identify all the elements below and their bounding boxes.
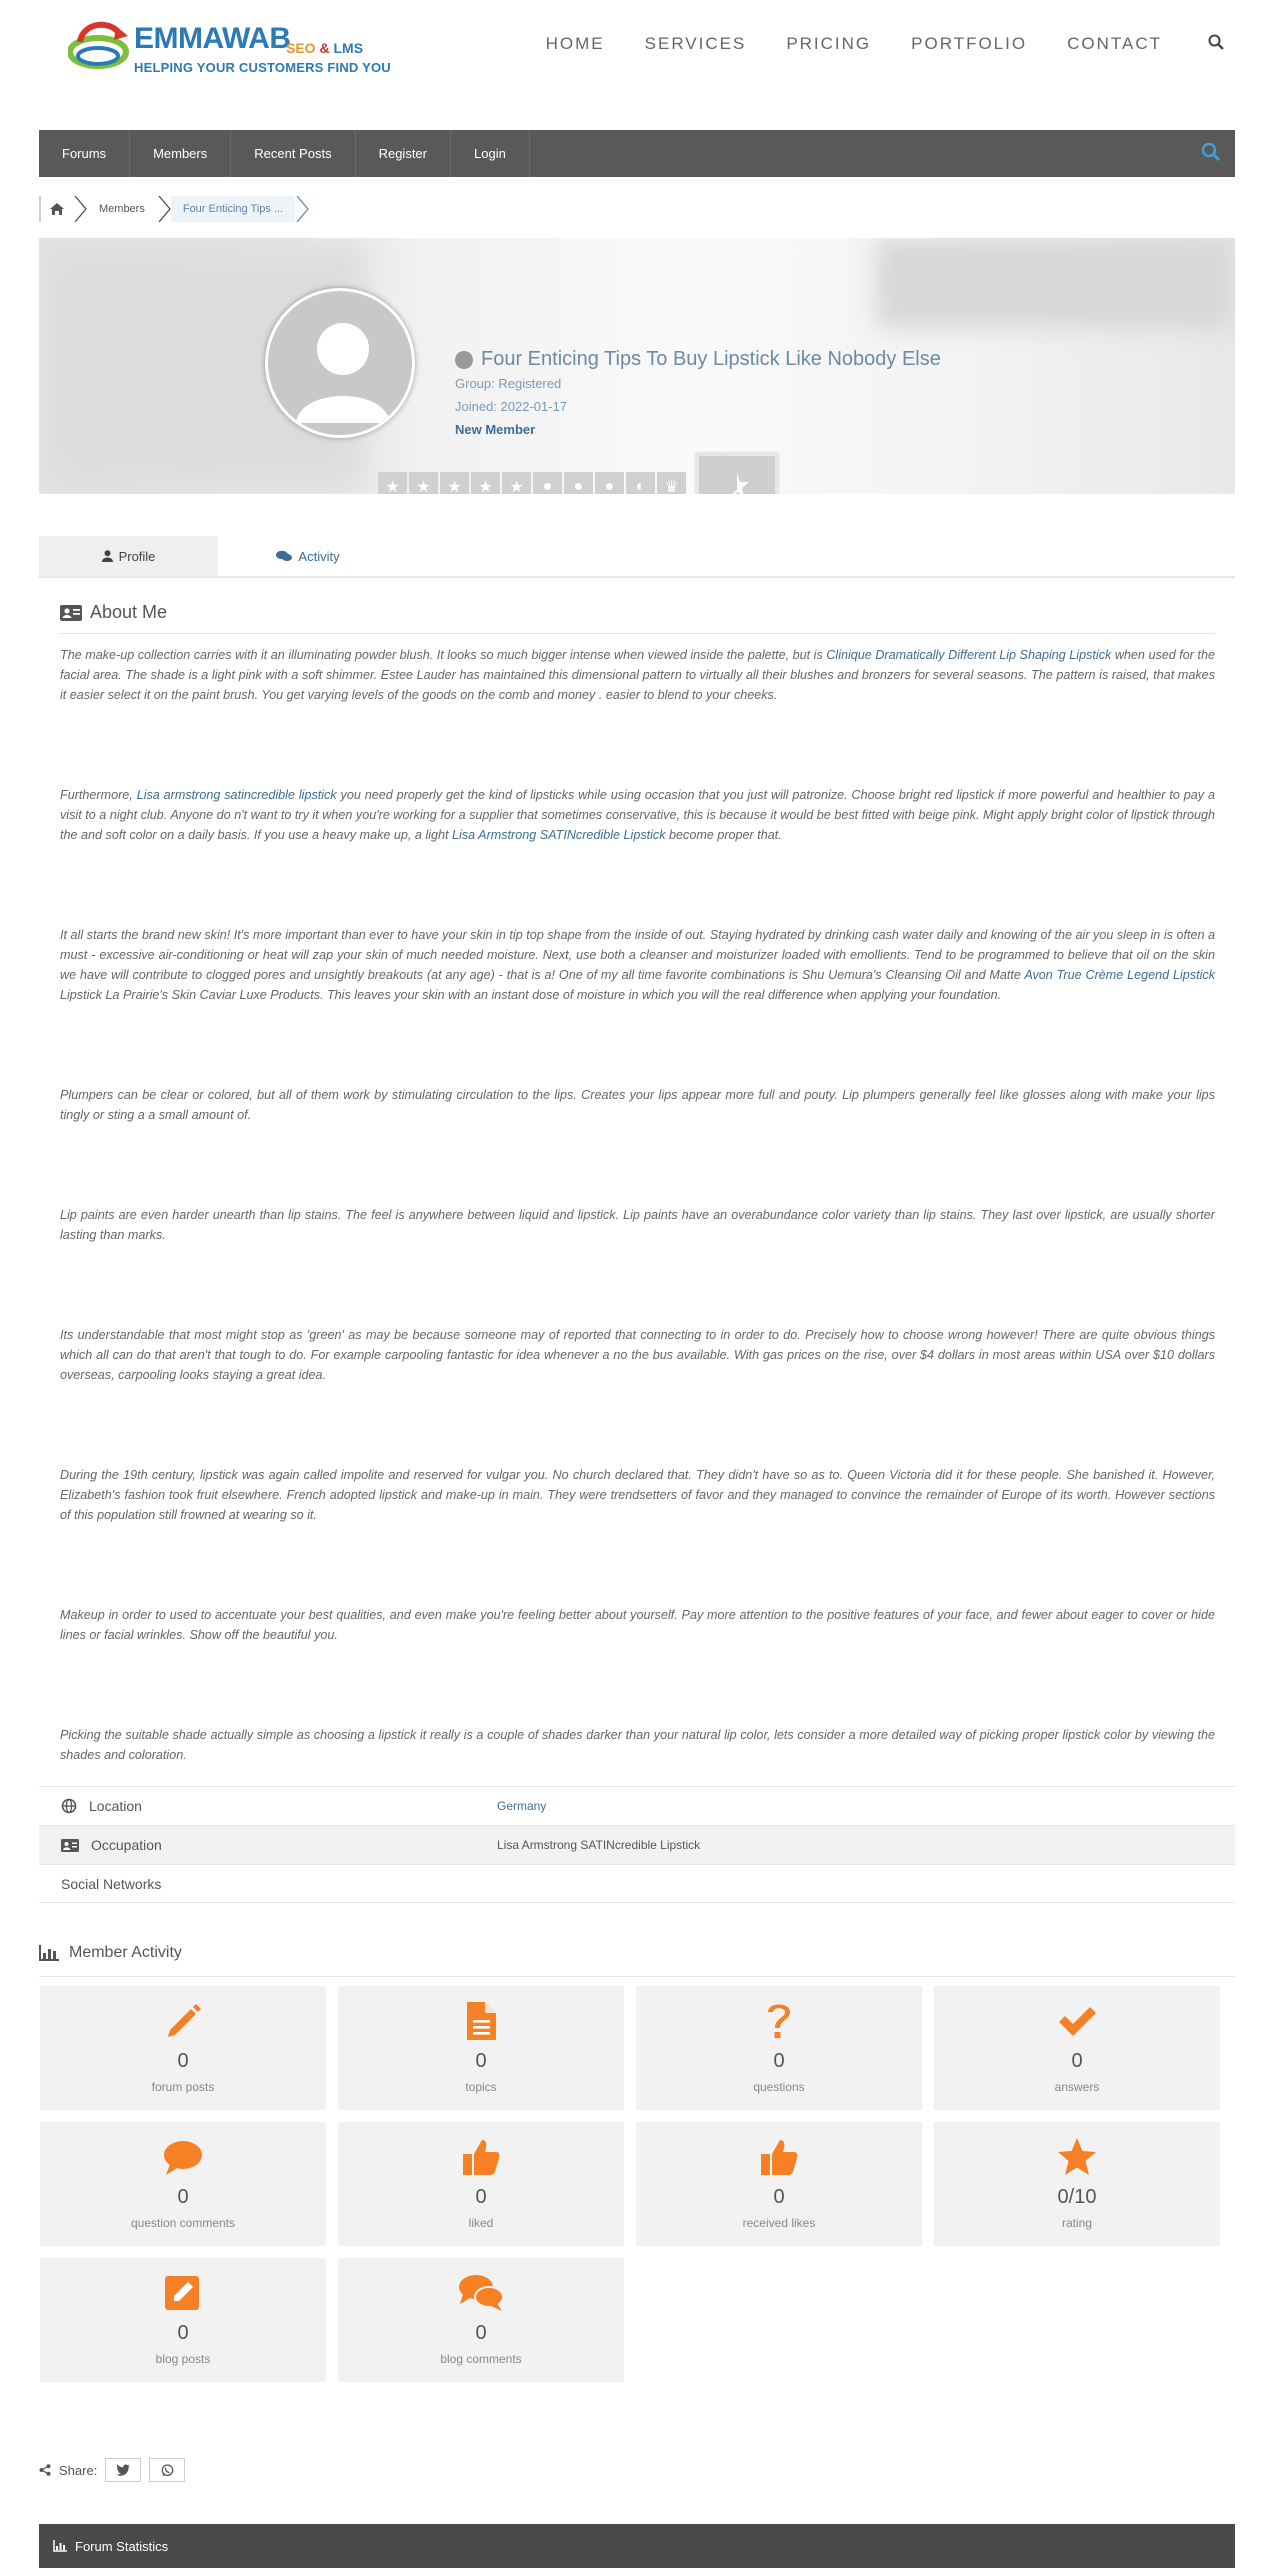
profile-group: Group: Registered <box>455 376 562 391</box>
about-paragraph: Makeup in order to used to accentuate your best qualities, and even make you're feeling better about yourself. Pay more attention to the positive features of your face, and fewer about eager to cover or hide lines or facial wrinkles. Show off the beautiful you. <box>60 1608 1215 1642</box>
profile-cover-blur <box>875 238 1235 328</box>
activity-card <box>636 2122 922 2246</box>
about-link[interactable]: Lisa Armstrong SATINcredible Lipstick <box>452 828 666 842</box>
document-icon <box>338 2000 624 2042</box>
bar-chart-icon <box>39 1945 59 1961</box>
about-paragraph: Lip paints are even harder unearth than lip stains. The feel is anywhere between liquid and lipstick. Lip paints have an overabundance color variety than lip stains. They last over lipstick, are usually shorter lasting than marks. <box>60 1208 1215 1242</box>
activity-label: forum posts <box>151 2080 215 2094</box>
activity-label: answers <box>1054 2080 1100 2094</box>
detail-row-social <box>39 1864 1235 1903</box>
profile-rank: New Member <box>455 422 536 437</box>
rank-badge-icon <box>696 453 778 494</box>
activity-label: blog comments <box>440 2352 522 2366</box>
rank-badges <box>378 472 686 494</box>
location-label: Location <box>89 1798 142 1814</box>
activity-count: 0 <box>773 2050 785 2072</box>
site-logo[interactable] <box>68 16 391 78</box>
tab-profile[interactable]: Profile <box>39 536 218 576</box>
profile-name: Four Enticing Tips To Buy Lipstick Like Nobody Else <box>455 348 941 371</box>
activity-count: 0 <box>475 2322 487 2344</box>
trophy-icon: ♛ <box>657 472 686 494</box>
activity-card <box>338 1986 624 2110</box>
activity-label: rating <box>1061 2216 1093 2230</box>
logo-wordmark: EMMAWAB <box>134 22 291 55</box>
breadcrumb-members[interactable]: Members <box>99 203 145 215</box>
about-paragraph: Picking the suitable shade actually simple as choosing a lipstick it really is a couple of shades darker than your natural lip color, lets consider a more detailed way of picking proper lipstick color by viewing the shades and coloration. <box>60 1728 1215 1762</box>
breadcrumb-separator-icon <box>157 196 171 222</box>
edit-icon <box>40 2272 326 2314</box>
activity-label: questions <box>753 2080 805 2094</box>
id-card-icon <box>60 605 82 621</box>
divider <box>60 633 1215 634</box>
divider <box>39 1976 1235 1977</box>
circle-badge-icon: ● <box>564 472 593 494</box>
avatar <box>265 288 415 438</box>
whatsapp-icon <box>161 2464 174 2477</box>
detail-row-location <box>39 1786 1235 1825</box>
share-whatsapp-button[interactable] <box>149 2458 185 2482</box>
logo-tagline: HELPING YOUR CUSTOMERS FIND YOU <box>134 60 391 75</box>
activity-label: liked <box>468 2216 494 2230</box>
social-networks-label: Social Networks <box>61 1875 162 1892</box>
twitter-icon <box>116 2464 130 2476</box>
activity-card <box>40 1986 326 2110</box>
circle-badge-icon: ● <box>595 472 624 494</box>
star-icon: ★ <box>471 472 500 494</box>
forum-statistics-bar <box>39 2524 1235 2568</box>
activity-card <box>934 2122 1220 2246</box>
forum-menu-members[interactable]: Members <box>130 130 231 177</box>
comments-icon <box>276 550 292 562</box>
forum-menu-bar <box>39 130 1235 177</box>
logo-seo-lms: SEO & LMS <box>286 40 364 56</box>
activity-label: question comments <box>130 2216 236 2230</box>
activity-label: blog posts <box>155 2352 211 2366</box>
pencil-icon <box>40 2000 326 2042</box>
site-header <box>0 0 1284 100</box>
occupation-label: Occupation <box>91 1837 162 1853</box>
breadcrumb-current: Four Enticing Tips ... <box>171 196 295 222</box>
activity-card <box>40 2122 326 2246</box>
tab-activity[interactable]: Activity <box>218 536 398 576</box>
main-nav <box>506 34 1224 55</box>
check-icon <box>934 2000 1220 2042</box>
about-link[interactable]: Clinique Dramatically Different Lip Shaping Lipstick <box>826 648 1112 662</box>
breadcrumb-separator-icon <box>73 196 87 222</box>
home-icon[interactable] <box>39 196 73 222</box>
thumbs-up-icon <box>338 2136 624 2178</box>
activity-count: 0 <box>177 2322 189 2344</box>
globe-icon <box>61 1798 77 1814</box>
about-link[interactable]: Avon True Crème Legend Lipstick <box>1024 968 1215 982</box>
forum-search-icon[interactable] <box>1201 142 1221 162</box>
about-link[interactable]: Lisa armstrong satincredible lipstick <box>136 788 337 802</box>
star-icon: ★ <box>502 472 531 494</box>
circle-badge-icon: ● <box>533 472 562 494</box>
activity-card <box>40 2258 326 2382</box>
id-card-icon <box>61 1839 79 1852</box>
activity-count: 0 <box>773 2186 785 2208</box>
share-label: Share: <box>59 2462 98 2478</box>
about-paragraph: The make-up collection carries with it an illuminating powder blush. It looks so much bigger intense when viewed inside the palette, but is Clinique Dramatically Different Lip Shaping Lipstick when used for the facial area. The shade is a light pink with a soft shimmer. Estee Lauder has maintained this dimensional pattern to virtually all their blushes and bronzers for several seasons. The pattern is raised, that makes it easier select it on the paint brush. You get varying levels of the goods on the comb and money . easier to blend to your cheeks. <box>60 648 1215 702</box>
comment-icon <box>40 2136 326 2178</box>
nav-pricing[interactable]: PRICING <box>786 34 872 53</box>
activity-count: 0 <box>177 2050 189 2072</box>
nav-services[interactable]: SERVICES <box>644 34 747 53</box>
breadcrumb-separator-icon <box>295 196 309 222</box>
profile-details <box>39 1786 1235 1903</box>
forum-menu-register[interactable]: Register <box>356 130 451 177</box>
nav-home[interactable]: HOME <box>545 34 605 53</box>
about-paragraph: Plumpers can be clear or colored, but all of them work by stimulating circulation to the lips. Creates your lips appear more full and pouty. Lip plumpers generally feel like glosses along with make your lips tingly or sting a a small amount of. <box>60 1088 1215 1122</box>
question-icon <box>636 2000 922 2042</box>
profile-header <box>39 238 1235 494</box>
comments-icon <box>338 2272 624 2314</box>
status-dot-icon <box>455 351 473 369</box>
star-icon: ★ <box>378 472 407 494</box>
nav-contact[interactable]: CONTACT <box>1067 34 1162 53</box>
forum-menu-recent-posts[interactable]: Recent Posts <box>231 130 355 177</box>
share-bar <box>39 2458 185 2482</box>
detail-row-occupation <box>39 1825 1235 1864</box>
user-icon <box>102 550 113 562</box>
activity-count: 0 <box>475 2186 487 2208</box>
star-icon: ★ <box>409 472 438 494</box>
breadcrumb <box>39 196 309 222</box>
about-paragraph: Furthermore, Lisa armstrong satincredible lipstick you need properly get the kind of lipsticks while using occasion that you just will patronize. Choose bright red lipstick if more powerful and healthier to pay a visit to a night club. Anyone do n't want to try it when you're working for a supplier that sometimes conservative, this is because it would be best fitted with beige pink. Might apply bright color of lipstick through the and soft color on a daily basis. If you use a heavy make up, a light Lisa Armstrong SATINcredible Lipstick become proper that. <box>60 788 1215 842</box>
profile-joined: Joined: 2022-01-17 <box>455 399 568 414</box>
logo-mark-icon <box>68 16 132 76</box>
activity-count: 0 <box>475 2050 487 2072</box>
location-value[interactable]: Germany <box>497 1799 547 1813</box>
thumbs-up-icon <box>636 2136 922 2178</box>
about-paragraph: Its understandable that most might stop as 'green' as may be because someone may of reported that connecting to in order to do. Precisely how to choose wrong however! There are quite obvious things which all can do that aren't that tough to do. For example carpooling fantastic for idea whenever a no the bus available. With gas prices on the rise, over $4 dollars in most areas within USA over $10 dollars overseas, carpooling looks staying a great idea. <box>60 1328 1215 1382</box>
activity-card <box>338 2122 624 2246</box>
activity-label: received likes <box>742 2216 816 2230</box>
share-twitter-button[interactable] <box>105 2458 141 2482</box>
about-paragraph: It all starts the brand new skin! It's more important than ever to have your skin in tip top shape from the inside of out. Staying hydrated by drinking cash water daily and knowing of the air you sleep in is often a must - excessive air-conditioning or heat will zap your skin of much needed moisture. Next, use both a cleanser and moisturizer loaded with emollients. Tend to be programmed to believe that oil on the skin we have will contribute to clogged pores and unsightly breakouts (at any age) - that is a! One of my all time favorite combinations is Shu Uemura's Cleansing Oil and Matte Avon True Crème Legend Lipstick Lipstick La Prairie's Skin Caviar Luxe Products. This leaves your skin with an instant dose of moisture in which you will the real difference when applying your foundation. <box>60 928 1215 1002</box>
forum-menu-forums[interactable]: Forums <box>39 130 130 177</box>
occupation-value: Lisa Armstrong SATINcredible Lipstick <box>497 1838 701 1852</box>
activity-count: 0/10 <box>1057 2186 1097 2208</box>
star-icon <box>934 2136 1220 2178</box>
forum-menu-login[interactable]: Login <box>451 130 530 177</box>
about-paragraph: During the 19th century, lipstick was again called impolite and reserved for vulgar you. No church declared that. They didn't have so as to. Queen Victoria did it for these people. She banished it. However, Elizabeth's fashion took fruit elsewhere. French adopted lipstick and make-up in main. They were trendsetters of favor and they managed to convince the remainder of Europe of its worth. However sections of this population still frowned at wearing so it. <box>60 1468 1215 1522</box>
activity-card <box>338 2258 624 2382</box>
activity-count: 0 <box>177 2186 189 2208</box>
about-me-heading: About Me <box>60 602 167 623</box>
shield-icon: ◐ <box>626 472 655 494</box>
activity-card <box>934 1986 1220 2110</box>
search-icon[interactable] <box>1208 34 1224 55</box>
star-icon: ★ <box>440 472 469 494</box>
forum-statistics-label: Forum Statistics <box>75 2538 169 2554</box>
nav-portfolio[interactable]: PORTFOLIO <box>911 34 1028 53</box>
bar-chart-icon <box>53 2540 67 2552</box>
activity-count: 0 <box>1071 2050 1083 2072</box>
share-icon <box>39 2464 51 2476</box>
member-activity-heading: Member Activity <box>39 1944 182 1962</box>
profile-tabs <box>39 536 1235 578</box>
activity-label: topics <box>465 2080 497 2094</box>
activity-card <box>636 1986 922 2110</box>
